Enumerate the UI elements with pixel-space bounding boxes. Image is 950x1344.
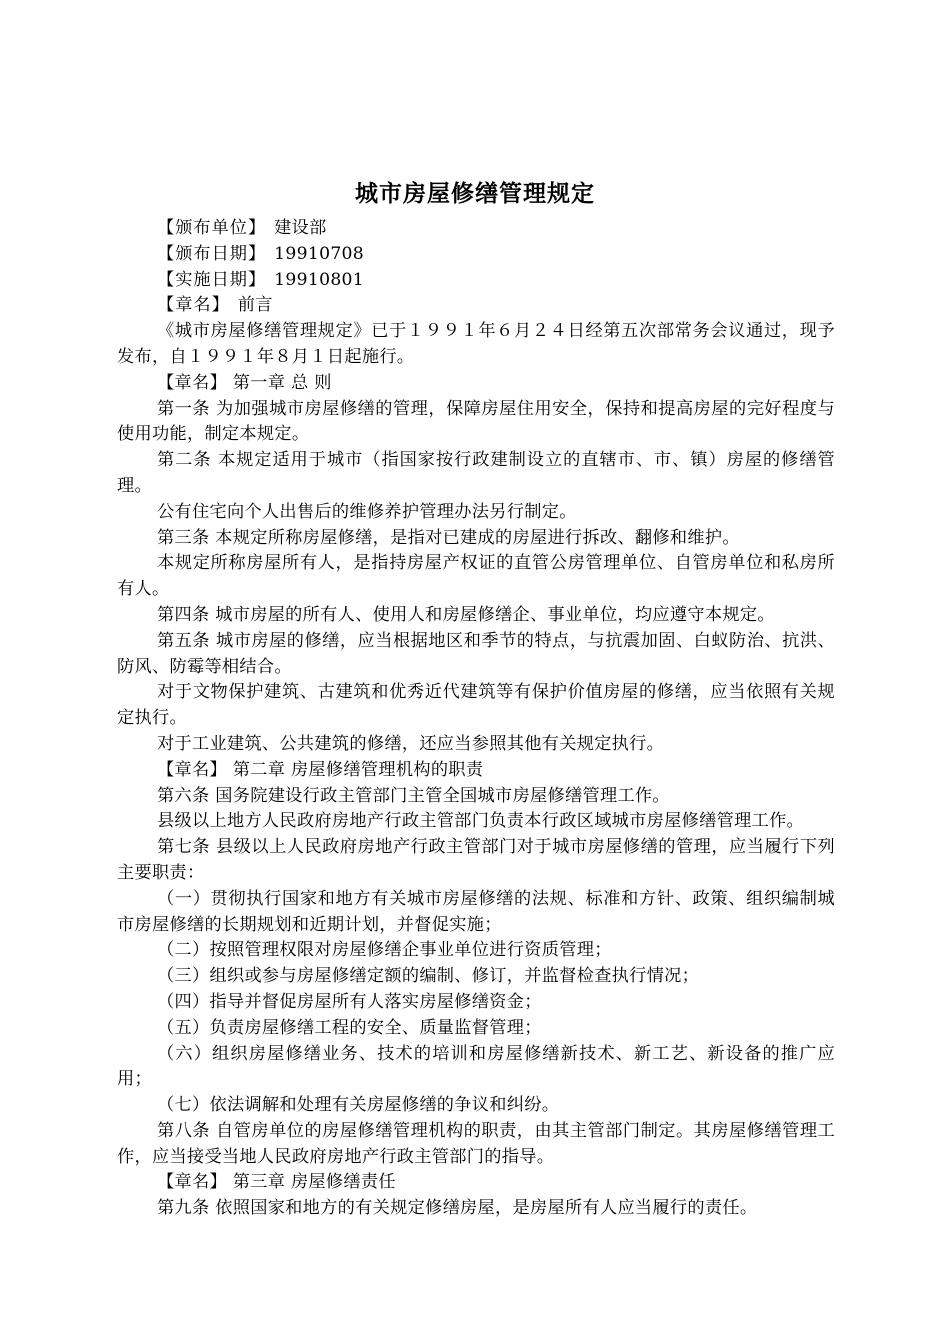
paragraph: 本规定所称房屋所有人，是指持房屋产权证的直管公房管理单位、自管房单位和私房所有人。 xyxy=(117,553,835,600)
list-item: （四）指导并督促房屋所有人落实房屋修缮资金； xyxy=(157,991,542,1012)
paragraph: 第六条 国务院建设行政主管部门主管全国城市房屋修缮管理工作。 xyxy=(157,785,670,806)
paragraph: 对于文物保护建筑、古建筑和优秀近代建筑等有保护价值房屋的修缮，应当依照有关规定执行。 xyxy=(117,682,835,729)
paragraph: 第三条 本规定所称房屋修缮，是指对已建成的房屋进行拆改、翻修和维护。 xyxy=(157,527,740,548)
document-body xyxy=(117,216,835,1222)
paragraph: 第九条 依照国家和地方的有关规定修缮房屋，是房屋所有人应当履行的责任。 xyxy=(157,1198,758,1219)
meta-label: 【实施日期】 xyxy=(157,269,267,290)
paragraph: 第五条 城市房屋的修缮，应当根据地区和季节的特点，与抗震加固、白蚁防治、抗洪、防风、防霉等相结合。 xyxy=(117,630,835,677)
meta-value: 前言 xyxy=(237,295,273,316)
list-item: （五）负责房屋修缮工程的安全、质量监督管理； xyxy=(157,1017,542,1038)
meta-chapter xyxy=(117,293,835,319)
paragraph: 县级以上地方人民政府房地产行政主管部门负责本行政区域城市房屋修缮管理工作。 xyxy=(157,811,805,832)
chapter-heading: 【章名】 第二章 房屋修缮管理机构的职责 xyxy=(157,759,484,780)
meta-value: 建设部 xyxy=(274,218,327,238)
paragraph: 第四条 城市房屋的所有人、使用人和房屋修缮企、事业单位，均应遵守本规定。 xyxy=(157,604,775,625)
paragraph: 公有住宅向个人出售后的维修养护管理办法另行制定。 xyxy=(157,501,577,522)
meta-issue-date xyxy=(117,242,835,268)
list-item: （三）组织或参与房屋修缮定额的编制、修订，并监督检查执行情况； xyxy=(157,966,700,987)
paragraph: 第二条 本规定适用于城市（指国家按行政建制设立的直辖市、市、镇）房屋的修缮管理。 xyxy=(117,450,835,496)
chapter-heading: 【章名】 第三章 房屋修缮责任 xyxy=(157,1172,396,1193)
meta-label: 【章名】 xyxy=(157,295,230,316)
meta-label: 【颁布日期】 xyxy=(157,243,267,264)
meta-value: 19910801 xyxy=(274,269,365,290)
meta-value: 19910708 xyxy=(274,243,365,264)
list-item: （七）依法调解和处理有关房屋修缮的争议和纠纷。 xyxy=(157,1095,560,1116)
paragraph: 《城市房屋修缮管理规定》已于１９９１年６月２４日经第五次部常务会议通过，现予发布，自１９９１年８月１日起施行。 xyxy=(117,321,835,367)
meta-effective-date xyxy=(117,268,835,294)
list-item: （一）贯彻执行国家和地方有关城市房屋修缮的法规、标准和方针、政策、组织编制城市房屋修缮的长期规划和近期计划，并督促实施； xyxy=(117,888,835,935)
paragraph: 第一条 为加强城市房屋修缮的管理，保障房屋住用安全，保持和提高房屋的完好程度与使用功能，制定本规定。 xyxy=(117,398,835,445)
list-item: （二）按照管理权限对房屋修缮企事业单位进行资质管理； xyxy=(157,940,612,961)
chapter-heading: 【章名】 第一章 总 则 xyxy=(157,372,332,393)
document-title: 城市房屋修缮管理规定 xyxy=(355,180,595,207)
meta-issuer xyxy=(117,216,835,242)
list-item: （六）组织房屋修缮业务、技术的培训和房屋修缮新技术、新工艺、新设备的推广应用； xyxy=(117,1043,835,1090)
meta-label: 【颁布单位】 xyxy=(157,218,267,238)
paragraph: 第八条 自管房单位的房屋修缮管理机构的职责，由其主管部门制定。其房屋修缮管理工作，应当接受当地人民政府房地产行政主管部门的指导。 xyxy=(117,1120,835,1167)
paragraph: 第七条 县级以上人民政府房地产行政主管部门对于城市房屋修缮的管理，应当履行下列主要职责： xyxy=(117,837,835,883)
paragraph: 对于工业建筑、公共建筑的修缮，还应当参照其他有关规定执行。 xyxy=(157,733,665,754)
